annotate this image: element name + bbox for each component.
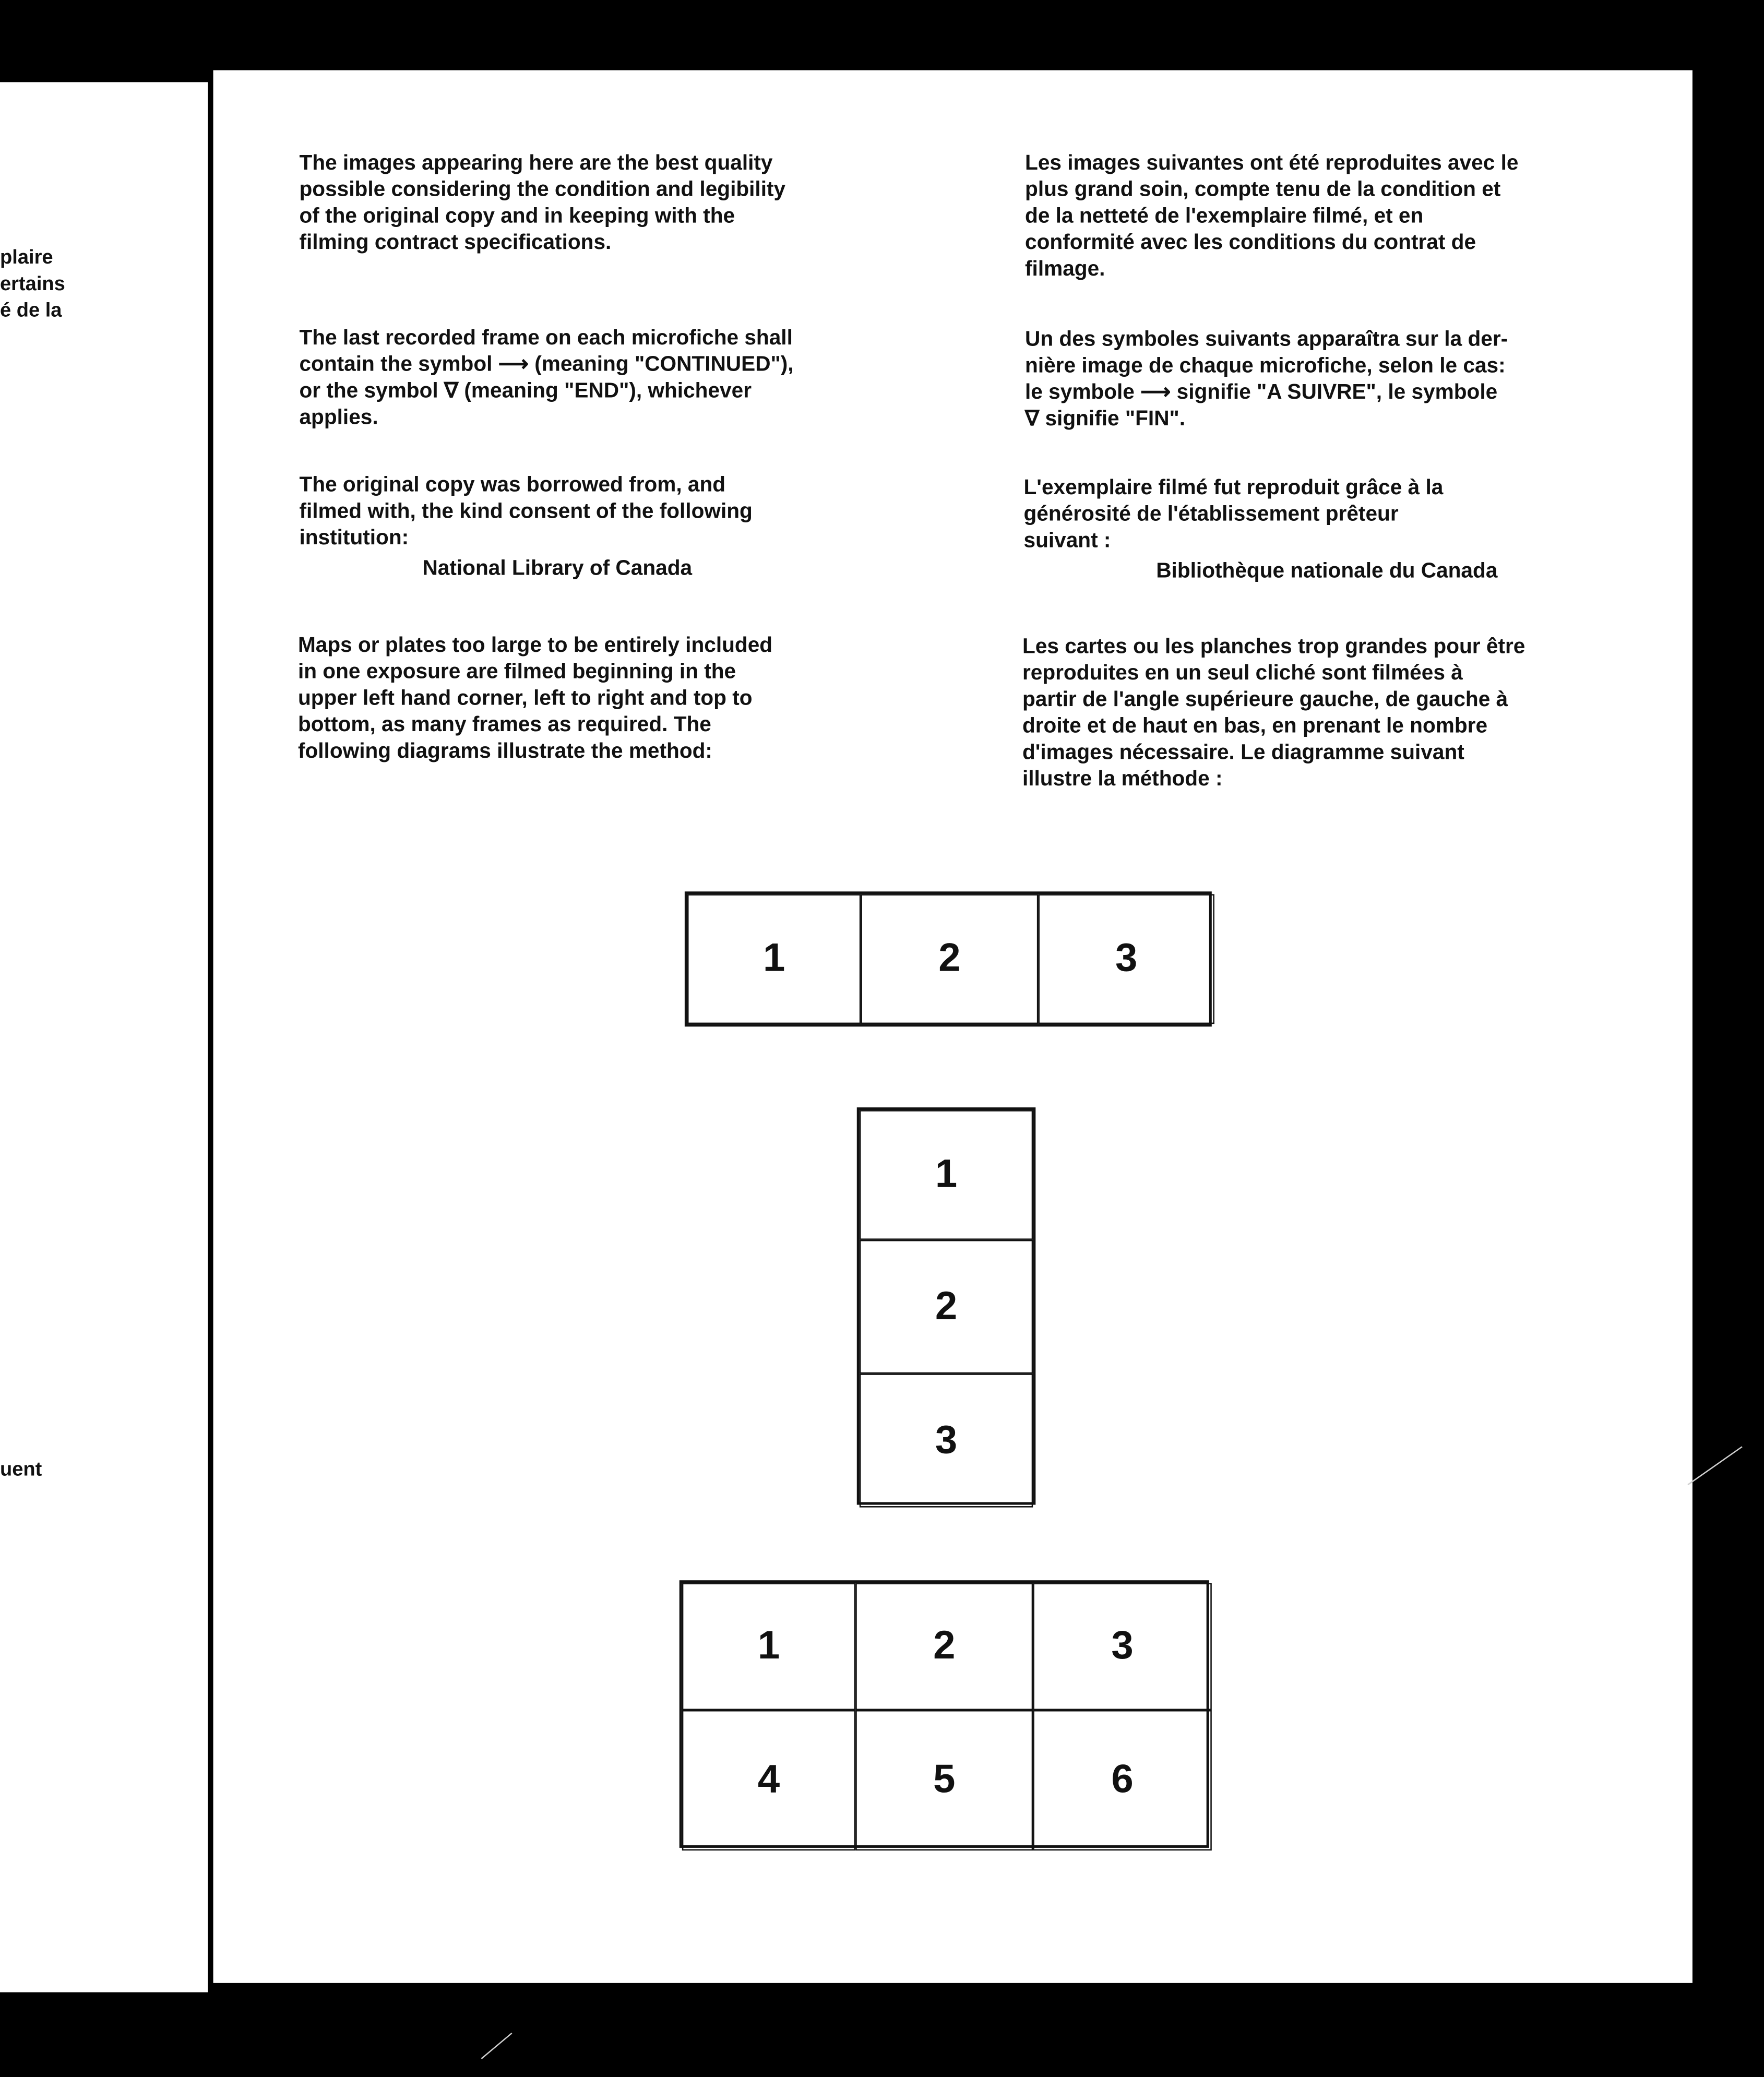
previous-page-strip [0, 82, 208, 1992]
french-maps-notice: Les cartes ou les planches trop grandes pour être reproduites en un seul cliché sont filmées à partir de l'angle supérieure gauche, de gauche à droite et de haut en bas, en prenant le nombre d'images nécessaire. Le diagramme suivant illustre la méthode : [1022, 636, 1525, 791]
frame-cell: 4 [682, 1710, 855, 1851]
english-institution-name: National Library of Canada [422, 557, 693, 580]
french-symbol-notice: Un des symboles suivants apparaîtra sur la der- nière image de chaque microfiche, selon le cas: le symbole ⟶ signifie "A SUIVRE", le symbole ∇ signifie "FIN". [1025, 328, 1508, 431]
frame-cell: 2 [855, 1583, 1033, 1710]
frame-cell: 2 [860, 1240, 1033, 1374]
frame-cell: 2 [861, 894, 1038, 1024]
english-maps-notice: Maps or plates too large to be entirely included in one exposure are filmed beginning in the upper left hand corner, left to right and top to bottom, as many frames as required. The following diagrams illustrate the method: [297, 634, 773, 763]
frame-cell: 3 [1038, 894, 1214, 1024]
frame-cell: 5 [855, 1710, 1033, 1851]
previous-page-fragment: uent [0, 1458, 42, 1481]
english-quality-notice: The images appearing here are the best quality possible considering the condition and legibility of the original copy and in keeping with the filming contract specifications. [299, 152, 786, 255]
film-scratch [481, 2033, 512, 2059]
diagram-horizontal-frames [685, 891, 1212, 1026]
previous-page-fragment: ertains [0, 272, 65, 296]
film-scratch [1687, 1446, 1742, 1485]
microfiche-target-page [213, 70, 1693, 1983]
frame-cell: 1 [687, 894, 861, 1024]
frame-cell: 1 [860, 1110, 1033, 1240]
previous-page-fragment: é de la [0, 299, 62, 322]
frame-cell: 3 [1033, 1583, 1212, 1710]
english-institution-notice: The original copy was borrowed from, and filmed with, the kind consent of the following institution: [299, 474, 753, 550]
french-institution-notice: L'exemplaire filmé fut reproduit grâce à la générosité de l'établissement prêteur suivant : [1023, 476, 1444, 553]
frame-cell: 6 [1033, 1710, 1212, 1851]
diagram-vertical-frames [857, 1107, 1036, 1505]
french-quality-notice: Les images suivantes ont été reproduites avec le plus grand soin, compte tenu de la condition et de la netteté de l'exemplaire filmé, et en conformité avec les conditions du contrat de filmage. [1025, 152, 1519, 281]
french-institution-name: Bibliothèque nationale du Canada [1156, 560, 1498, 583]
diagram-grid-frames [680, 1580, 1209, 1848]
frame-cell: 3 [860, 1374, 1033, 1507]
frame-cell: 1 [682, 1583, 855, 1710]
english-symbol-notice: The last recorded frame on each microfiche shall contain the symbol ⟶ (meaning "CONTINUED"), or the symbol ∇ (meaning "END"), whichever applies. [299, 327, 794, 429]
previous-page-fragment: plaire [0, 246, 53, 269]
